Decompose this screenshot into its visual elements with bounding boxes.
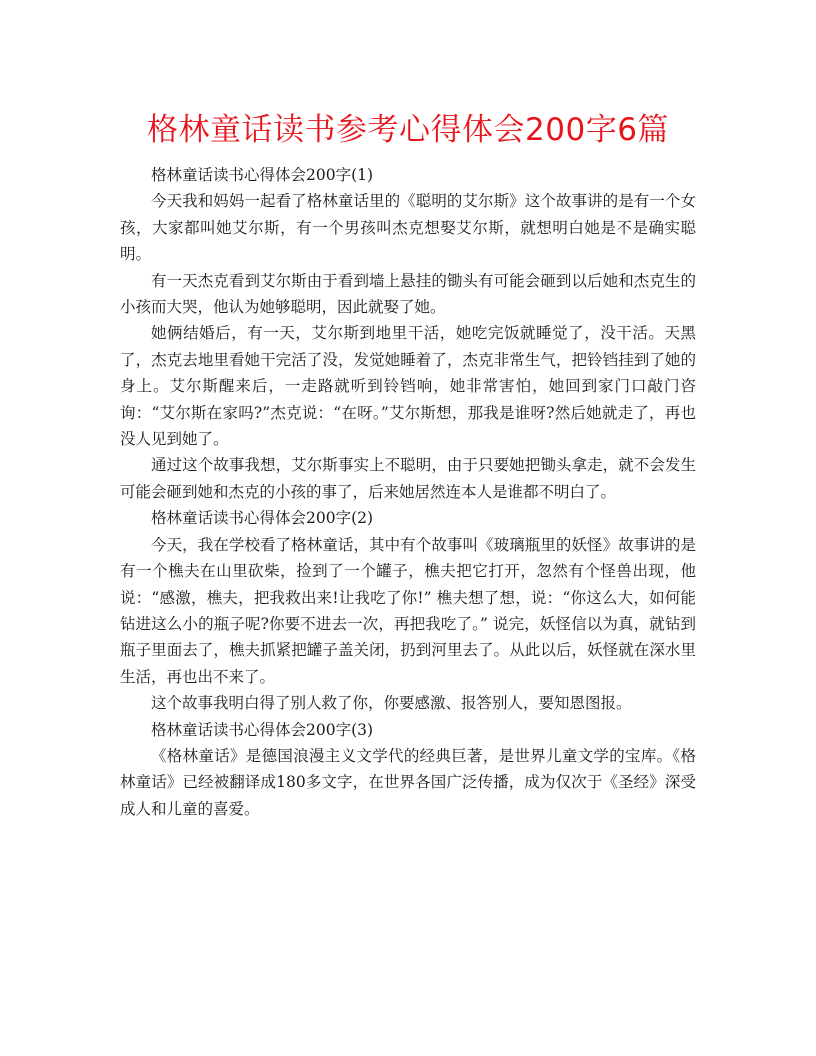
document-body: [120, 162, 696, 822]
paragraph: 今天我和妈妈一起看了格林童话里的《聪明的艾尔斯》这个故事讲的是有一个女孩，大家都叫她艾尔斯，有一个男孩叫杰克想娶艾尔斯，就想明白她是不是确实聪明。: [120, 192, 696, 264]
section-heading-2: 格林童话读书心得体会200字(2): [151, 509, 374, 528]
document-title: 格林童话读书参考心得体会200字6篇: [147, 112, 669, 148]
paragraph: 通过这个故事我想，艾尔斯事实上不聪明，由于只要她把锄头拿走，就不会发生可能会砸到她和杰克的小孩的事了，后来她居然连本人是谁都不明白了。: [120, 456, 696, 501]
paragraph: 有一天杰克看到艾尔斯由于看到墙上悬挂的锄头有可能会砸到以后她和杰克生的小孩而大哭，他认为她够聪明，因此就娶了她。: [120, 271, 696, 317]
paragraph: 今天，我在学校看了格林童话，其中有个故事叫《玻璃瓶里的妖怪》故事讲的是 有一个樵夫在山里砍柴，捡到了一个罐子，樵夫把它打开，忽然有个怪兽出现，他说：“感激，樵夫，把我救出来!让我吃了你!” 樵夫想了想，说：“你这么大，如何能钻进这么小的瓶子呢?你要不进去一次，再把我吃了。” 说完，妖怪信以为真，就钻到瓶子里面去了，樵夫抓紧把罐子盖关闭，扔到河里去了。从此以后，妖怪就在深水里生活，再也出不来了。: [120, 535, 696, 686]
section-heading-3: 格林童话读书心得体会200字(3): [151, 720, 374, 739]
paragraph: 《格林童话》是德国浪漫主义文学代的经典巨著，是世界儿童文学的宝库。《格林童话》已经被翻译成180多文字，在世界各国广泛传播，成为仅次于《圣经》深受成人和儿童的喜爱。: [120, 746, 696, 818]
paragraph: 这个故事我明白得了别人救了你，你要感激、报答别人，要知恩图报。: [151, 694, 632, 713]
paragraph: 她俩结婚后，有一天，艾尔斯到地里干活，她吃完饭就睡觉了，没干活。天黑了，杰克去地里看她干完活了没，发觉她睡着了，杰克非常生气，把铃铛挂到了她的身上。艾尔斯醒来后，一走路就听到铃铛响，她非常害怕，她回到家门口敲门咨询：“艾尔斯在家吗?”杰克说：“在呀。”艾尔斯想，那我是谁呀?然后她就走了，再也没人见到她了。: [120, 324, 696, 449]
section-heading-1: 格林童话读书心得体会200字(1): [151, 166, 374, 184]
